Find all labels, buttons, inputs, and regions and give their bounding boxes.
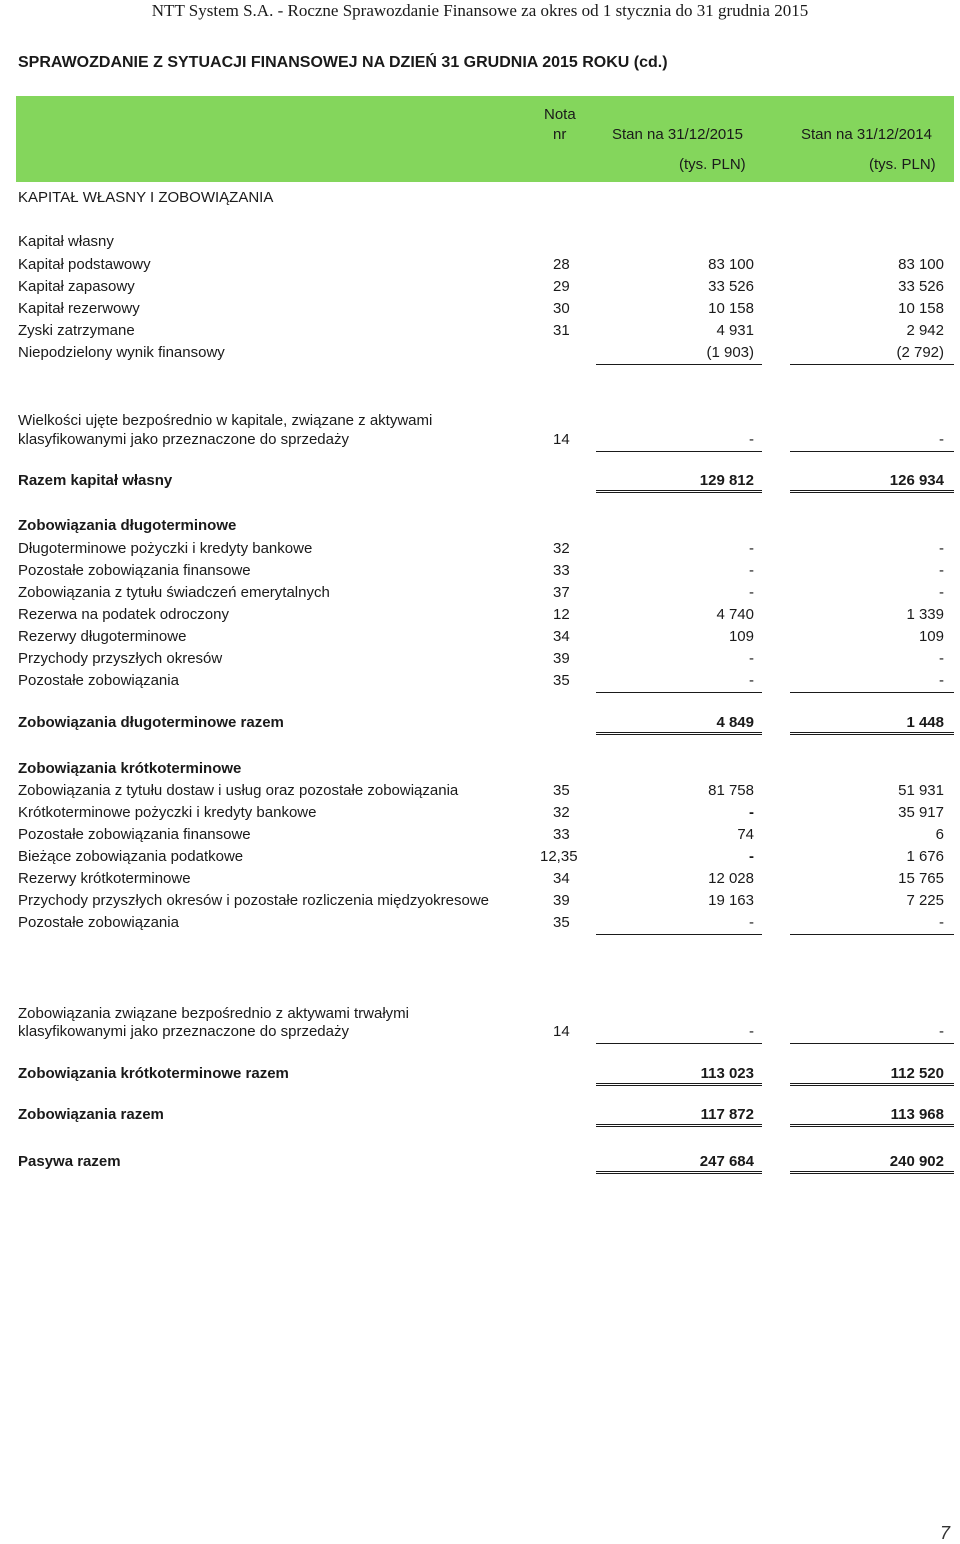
row-value-2014: - [939, 584, 944, 601]
table-row [0, 870, 960, 890]
row-label-line1: Zobowiązania związane bezpośrednio z aktywami trwałymi [18, 1005, 410, 1022]
row-value-2015: - [749, 650, 754, 667]
row-value-2015: 129 812 [596, 472, 762, 493]
row-value-2015: 4 931 [716, 322, 754, 339]
table-row [0, 300, 960, 320]
row-value-2014: - [939, 650, 944, 667]
row-label: Przychody przyszłych okresów i pozostałe rozliczenia międzyokresowe [18, 892, 490, 909]
row-label: klasyfikowanymi jako przeznaczone do sprzedaży [18, 431, 349, 448]
row-note: 12 [553, 606, 570, 623]
row-value-2014: 112 520 [790, 1065, 954, 1086]
row-value-2015: 10 158 [708, 300, 754, 317]
table-row [0, 1023, 960, 1043]
row-label: Niepodzielony wynik finansowy [18, 344, 225, 361]
row-value-2014: 2 942 [906, 322, 944, 339]
table-row [0, 562, 960, 582]
row-value-2014: 1 676 [906, 848, 944, 865]
section-short-term-heading: Zobowiązania krótkoterminowe [18, 760, 242, 777]
row-label: Bieżące zobowiązania podatkowe [18, 848, 244, 865]
statement-title: SPRAWOZDANIE Z SYTUACJI FINANSOWEJ NA DZIEŃ 31 GRUDNIA 2015 ROKU (cd.) [18, 54, 668, 71]
row-label: Długoterminowe pożyczki i kredyty bankowe [18, 540, 313, 557]
row-value-2014: 7 225 [906, 892, 944, 909]
table-row [0, 606, 960, 626]
table-row-total [0, 714, 960, 734]
row-value-2014: - [939, 562, 944, 579]
row-value-2014: - [790, 672, 954, 693]
table-row [0, 431, 960, 451]
row-value-2014: - [939, 540, 944, 557]
row-value-2015: 113 023 [596, 1065, 762, 1086]
row-value-2015: 117 872 [596, 1106, 762, 1127]
row-note: 37 [553, 584, 570, 601]
row-value-2015: - [596, 431, 762, 452]
row-value-2014: - [790, 431, 954, 452]
row-label: Kapitał podstawowy [18, 256, 151, 273]
table-row [0, 848, 960, 868]
row-value-2015: - [596, 672, 762, 693]
row-note: 12,35 [540, 848, 578, 865]
row-value-2015: - [749, 562, 754, 579]
row-value-2014: 15 765 [898, 870, 944, 887]
row-label: Zobowiązania krótkoterminowe razem [18, 1065, 289, 1082]
note-column-header: Nota [544, 106, 576, 123]
row-note: 34 [553, 628, 570, 645]
row-value-2014: 35 917 [898, 804, 944, 821]
table-row [0, 256, 960, 276]
row-note: 14 [553, 431, 570, 448]
row-note: 39 [553, 650, 570, 667]
row-label: Pozostałe zobowiązania [18, 914, 179, 931]
row-value-2015: 81 758 [708, 782, 754, 799]
table-row [0, 628, 960, 648]
section-equity-heading: Kapitał własny [18, 233, 114, 250]
row-note: 35 [553, 782, 570, 799]
table-row [0, 782, 960, 802]
row-value-2014: 33 526 [898, 278, 944, 295]
row-label: Zobowiązania z tytułu świadczeń emerytalnych [18, 584, 330, 601]
row-label: Zobowiązania z tytułu dostaw i usług oraz pozostałe zobowiązania [18, 782, 459, 799]
row-note: 34 [553, 870, 570, 887]
table-row [0, 650, 960, 670]
row-note: 32 [553, 540, 570, 557]
row-label: Zobowiązania długoterminowe razem [18, 714, 284, 731]
row-note: 35 [553, 672, 570, 689]
row-note: 39 [553, 892, 570, 909]
unit-label-2014: (tys. PLN) [869, 156, 936, 173]
row-note: 31 [553, 322, 570, 339]
row-value-2015: 247 684 [596, 1153, 762, 1174]
row-value-2015: - [596, 914, 762, 935]
table-row [0, 344, 960, 364]
table-row [0, 914, 960, 934]
row-label: Pozostałe zobowiązania finansowe [18, 826, 251, 843]
unit-label-2015: (tys. PLN) [679, 156, 746, 173]
table-row [0, 892, 960, 912]
row-value-2014: 1 339 [906, 606, 944, 623]
column-header-2015: Stan na 31/12/2015 [612, 126, 743, 143]
row-value-2015: 83 100 [708, 256, 754, 273]
table-row-grand-total [0, 1153, 960, 1173]
row-label: Krótkoterminowe pożyczki i kredyty bankowe [18, 804, 317, 821]
page-number: 7 [939, 1523, 950, 1543]
row-note: 33 [553, 562, 570, 579]
table-row [0, 584, 960, 604]
table-row-total [0, 1106, 960, 1126]
table-row [0, 826, 960, 846]
row-value-2014: 6 [935, 826, 944, 843]
row-value-2015: - [596, 1023, 762, 1044]
row-value-2014: 83 100 [898, 256, 944, 273]
row-value-2015: 4 849 [596, 714, 762, 735]
row-value-2014: (2 792) [790, 344, 954, 365]
table-row [0, 672, 960, 692]
table-row-total [0, 472, 960, 492]
row-note: 14 [553, 1023, 570, 1040]
section-heading-equity-liabilities: KAPITAŁ WŁASNY I ZOBOWIĄZANIA [18, 189, 274, 206]
row-note: 30 [553, 300, 570, 317]
row-note: 35 [553, 914, 570, 931]
row-value-2014: 1 448 [790, 714, 954, 735]
report-header-title: NTT System S.A. - Roczne Sprawozdanie Finansowe za okres od 1 stycznia do 31 grudnia 2015 [151, 1, 809, 20]
row-note: 32 [553, 804, 570, 821]
row-label: Rezerwa na podatek odroczony [18, 606, 229, 623]
row-value-2014: - [790, 914, 954, 935]
row-label-line1: Wielkości ujęte bezpośrednio w kapitale, związane z aktywami [18, 412, 433, 429]
table-row [0, 540, 960, 560]
row-value-2014: 51 931 [898, 782, 944, 799]
row-label: Przychody przyszłych okresów [18, 650, 223, 667]
row-value-2015: 4 740 [716, 606, 754, 623]
row-label: Pozostałe zobowiązania [18, 672, 179, 689]
row-label: Rezerwy długoterminowe [18, 628, 187, 645]
row-label: Pasywa razem [18, 1153, 121, 1170]
row-value-2015: (1 903) [596, 344, 762, 365]
row-value-2015: 109 [728, 628, 754, 645]
row-value-2015: - [749, 848, 754, 865]
row-label: klasyfikowanymi jako przeznaczone do sprzedaży [18, 1023, 349, 1040]
column-header-2014: Stan na 31/12/2014 [801, 126, 932, 143]
row-value-2014: - [790, 1023, 954, 1044]
row-value-2015: 19 163 [708, 892, 754, 909]
row-label: Kapitał rezerwowy [18, 300, 140, 317]
row-label: Zyski zatrzymane [18, 322, 135, 339]
row-label: Razem kapitał własny [18, 472, 173, 489]
row-note: 33 [553, 826, 570, 843]
row-label: Pozostałe zobowiązania finansowe [18, 562, 251, 579]
row-value-2014: 240 902 [790, 1153, 954, 1174]
table-row [0, 804, 960, 824]
row-label: Kapitał zapasowy [18, 278, 135, 295]
row-note: 28 [553, 256, 570, 273]
section-long-term-heading: Zobowiązania długoterminowe [18, 517, 237, 534]
row-value-2015: - [749, 584, 754, 601]
row-label: Zobowiązania razem [18, 1106, 164, 1123]
row-value-2015: - [749, 804, 754, 821]
row-value-2015: 33 526 [708, 278, 754, 295]
row-value-2014: 109 [918, 628, 944, 645]
row-note: 29 [553, 278, 570, 295]
row-value-2015: - [749, 540, 754, 557]
row-value-2014: 126 934 [790, 472, 954, 493]
row-value-2015: 12 028 [708, 870, 754, 887]
row-value-2014: 10 158 [898, 300, 944, 317]
table-row-total [0, 1065, 960, 1085]
table-row [0, 278, 960, 298]
row-value-2015: 74 [737, 826, 754, 843]
table-row [0, 322, 960, 342]
row-value-2014: 113 968 [790, 1106, 954, 1127]
note-column-header-nr: nr [553, 126, 567, 143]
row-label: Rezerwy krótkoterminowe [18, 870, 191, 887]
